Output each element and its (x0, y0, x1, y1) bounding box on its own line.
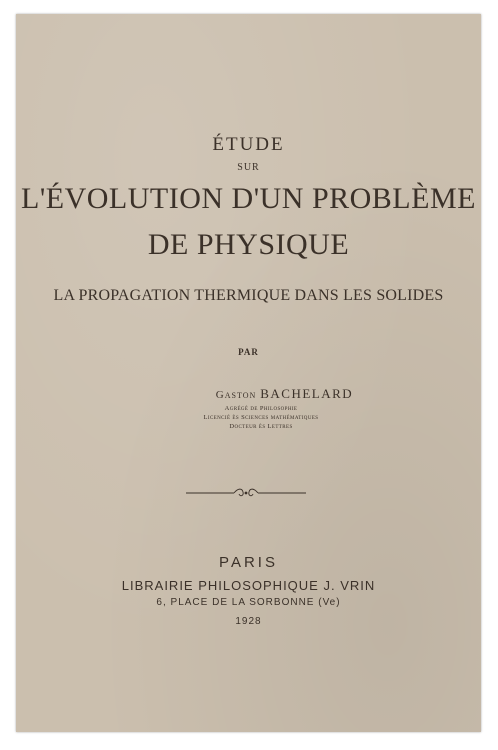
ornamental-divider (186, 487, 306, 499)
author-credentials (186, 404, 336, 431)
title-line-physique: DE PHYSIQUE (147, 228, 350, 261)
imprint-address: 6, PLACE DE LA SORBONNE (Ve) (156, 597, 341, 608)
imprint-year: 1928 (235, 616, 262, 627)
author-family-name: BACHELARD (260, 386, 354, 401)
credential-line: Docteur ès Lettres (229, 423, 293, 430)
subtitle: LA PROPAGATION THERMIQUE DANS LES SOLIDES (53, 287, 444, 304)
author-name (52, 386, 498, 402)
imprint-city: PARIS (219, 554, 278, 571)
by-label: PAR (238, 347, 259, 357)
credential-line: Licencié ès Sciences mathématiques (203, 414, 319, 421)
title-line-etude: ÉTUDE (212, 134, 285, 155)
author-given-name: Gaston (215, 389, 257, 401)
title-line-evolution: L'ÉVOLUTION D'UN PROBLÈME (21, 182, 476, 215)
credential-line: Agrégé de Philosophie (224, 405, 298, 412)
title-line-sur: SUR (237, 162, 260, 173)
title-page (16, 14, 481, 732)
imprint-publisher: LIBRAIRIE PHILOSOPHIQUE J. VRIN (121, 578, 376, 593)
